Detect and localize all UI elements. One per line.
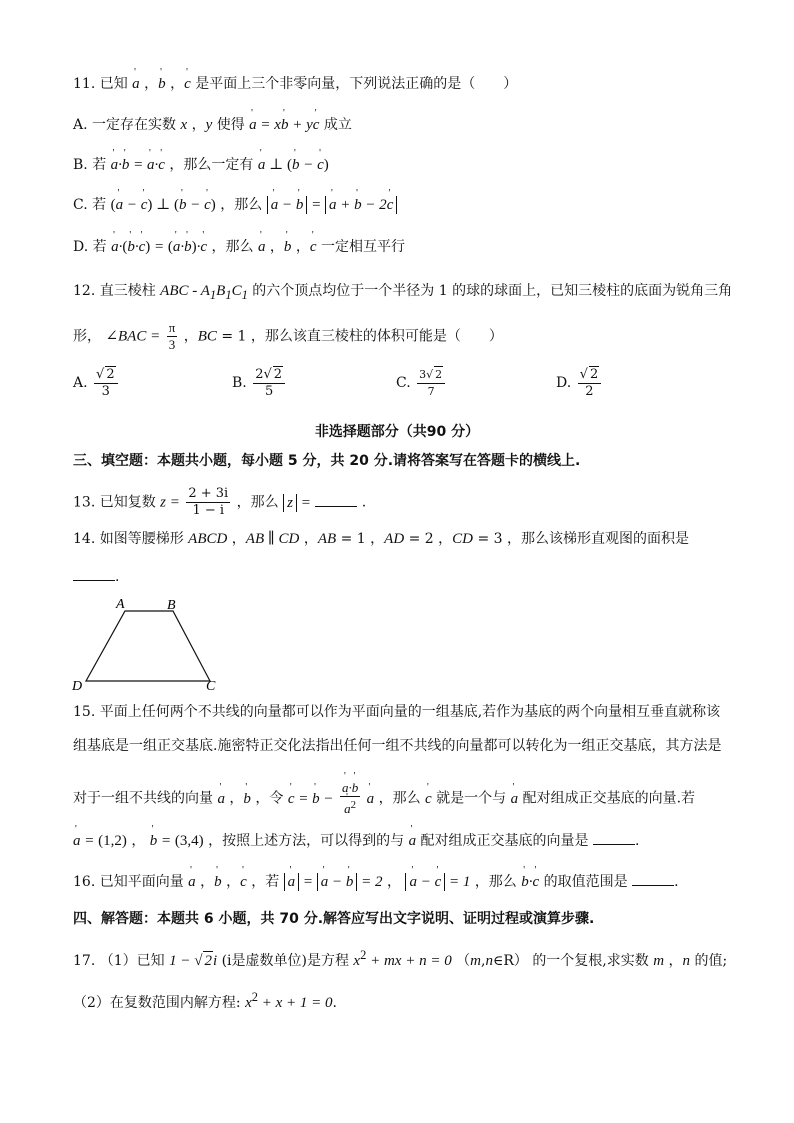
q15-line3: 对于一组不共线的向量 ' a ，' b ，令 ' c = ' b − ' a·' b ' $a^2$ ' a ，那么 ' c 就是一个与 ' a 配对组成正交基底的向量.若: [73, 780, 695, 817]
q12-choice-a: A. $\frac{√ 2}{3}$: [73, 366, 120, 400]
q17-part2: （2）在复数范围内解方程: $x^2 + x + 1 = 0$.: [73, 990, 337, 1011]
q12-choice-c: C. $\frac{3√ 2}{7}$: [396, 366, 447, 400]
q14-answer-line: .: [73, 568, 119, 586]
label-c: C: [206, 679, 216, 694]
q16-stem: 16. 已知平面向量 ' a ，' b ，' c ，若 ' a = ' a − ' b = 2 ， ' a − ' c = 1 ，那么 ' b·' c 的取值范围是 .: [73, 873, 679, 891]
label-d: D: [72, 679, 83, 694]
q13-stem: 13. 已知复数 z = $\frac{2 + 3i}{1 - i}$ ，那么 z = .: [73, 486, 367, 518]
section-nonchoice-title: 非选择题部分（共90 分）: [314, 424, 480, 440]
q12-choice-d: D. $\frac{√ 2}{2}$: [556, 366, 603, 400]
q11-stem: 11. 已知 ' a ，' b ，' c 是平面上三个非零向量，下列说法正确的是（ ）: [73, 75, 517, 93]
q12-stem-line2: 形， ∠BAC = $\frac{\pi}{3}$ ，BC = 1 ，那么该直三棱柱的体积可能是（ ）: [73, 320, 503, 352]
q14-answer-blank[interactable]: [73, 568, 115, 581]
section3-title: 三、填空题：本题共小题，每小题 5 分，共 20 分.请将答案写在答题卡的横线上.: [73, 453, 581, 469]
q17-part1: 17. （1）已知 1 − √ 2i (i是虚数单位)是方程 $x^2$ + mx + n = 0 （m,n∈R） 的一个复根,求实数 m ，n 的值;: [73, 948, 728, 969]
q12-choice-b: B. $\frac{2√ 2}{5}$: [232, 366, 287, 400]
q11-option-d: D. 若 ' a·(' b·' c) = (' a·' b)·' c ，那么 ' a ，' b ，' c 一定相互平行: [73, 238, 405, 256]
label-b: B: [167, 598, 176, 613]
q12-stem: 12. 直三棱柱 ABC - $A_1B_1C_1$ 的六个顶点均位于一个半径为 1 的球的球面上，已知三棱柱的底面为锐角三角: [73, 283, 733, 302]
label-a: A: [116, 597, 125, 612]
trapezoid-shape: [86, 611, 210, 681]
q15-answer-blank[interactable]: [593, 832, 635, 845]
q13-answer-blank[interactable]: [315, 494, 357, 507]
q15-line2: 组基底是一组正交基底.施密特正交化法指出任何一组不共线的向量都可以转化为一组正交基底，其方法是: [73, 738, 722, 754]
q15-line1: 15. 平面上任何两个不共线的向量都可以作为平面向量的一组基底,若作为基底的两个向量相互垂直就称该: [73, 704, 721, 720]
q11-option-c: C. 若 (' a − ' c) ⊥ (' b − ' c) ，那么 ' a − ' b = ' a + ' b − 2' c: [73, 196, 397, 214]
q14-stem: 14. 如图等腰梯形 ABCD ，AB ∥ CD ，AB = 1 ，AD = 2 ，CD = 3 ，那么该梯形直观图的面积是: [73, 531, 690, 547]
q16-answer-blank[interactable]: [632, 873, 674, 886]
q11-option-a: A. 一定存在实数 x ，y 使得 ' a = x' b + y' c 成立: [73, 116, 352, 134]
section4-title: 四、解答题：本题共 6 小题，共 70 分.解答应写出文字说明、证明过程或演算步骤.: [73, 911, 595, 927]
q15-line4: ' a = (1,2) ， ' b = (3,4) ，按照上述方法，可以得到的与 ' a 配对组成正交基底的向量是 .: [73, 832, 639, 850]
trapezoid-figure: [70, 595, 230, 695]
q11-option-b: B. 若 ' a·' b = ' a·' c ，那么一定有 ' a ⊥ (' b − ' c): [73, 156, 329, 174]
